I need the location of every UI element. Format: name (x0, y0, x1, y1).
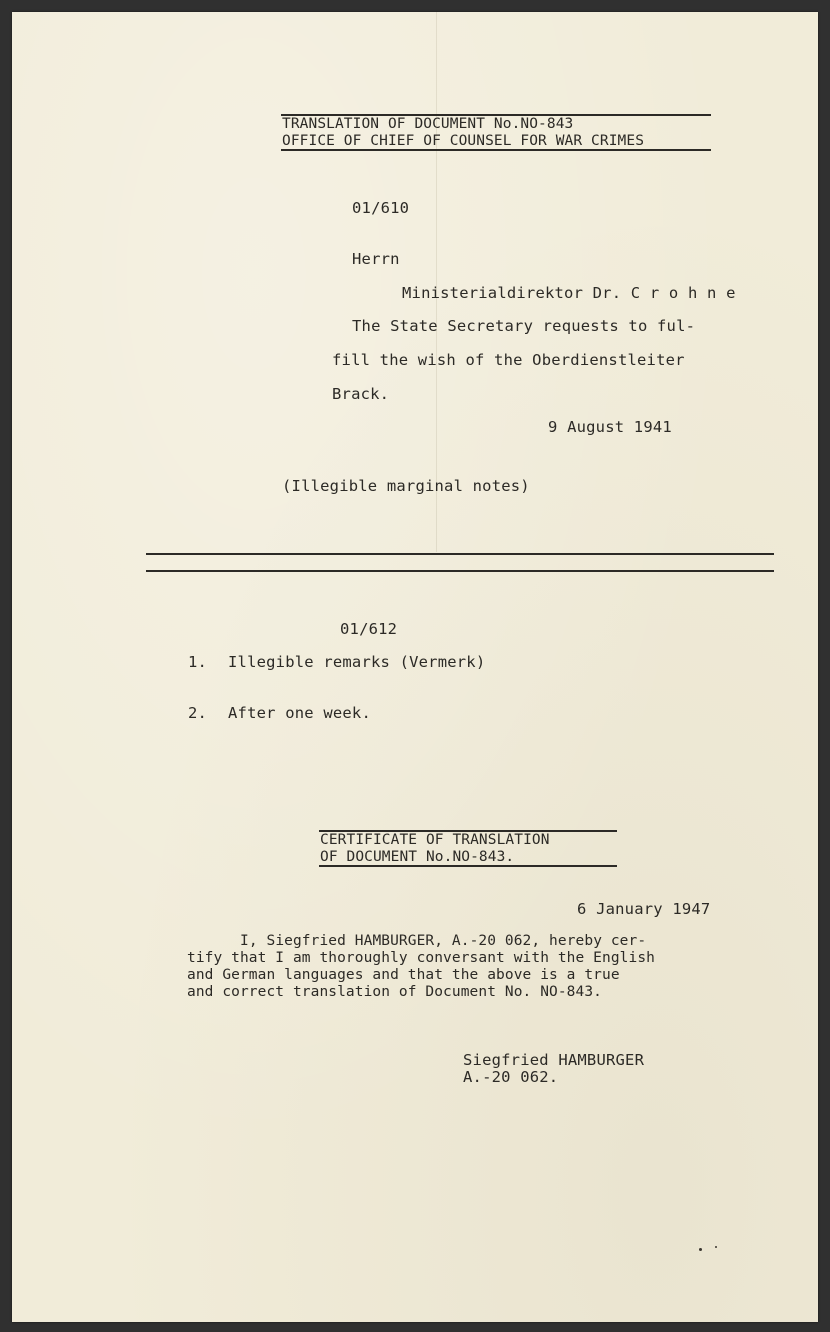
memo1-body-line1: The State Secretary requests to ful- (352, 317, 696, 335)
memo2-reference: 01/612 (340, 620, 398, 638)
separator-rule-bottom (146, 570, 774, 572)
memo1-body-line3: Brack. (332, 385, 390, 403)
ink-speck (699, 1248, 702, 1251)
ink-speck (715, 1246, 717, 1248)
certificate-bottom-rule (319, 865, 617, 867)
certificate-text-line4: and correct translation of Document No. NO-843. (187, 984, 602, 1000)
header-title-line1: TRANSLATION OF DOCUMENT No.NO-843 (282, 116, 574, 132)
header-title-line2: OFFICE OF CHIEF OF COUNSEL FOR WAR CRIMES (282, 133, 645, 149)
certificate-text-line3: and German languages and that the above is a true (187, 967, 620, 983)
memo1-reference: 01/610 (352, 199, 410, 217)
certificate-text-line2: tify that I am thoroughly conversant with the English (187, 950, 655, 966)
certificate-title-line2: OF DOCUMENT No.NO-843. (320, 849, 515, 865)
separator-rule-top (146, 553, 774, 555)
memo2-item1-number: 1. (188, 653, 208, 671)
memo1-salutation: Herrn (352, 250, 400, 268)
signature-name: Siegfried HAMBURGER (463, 1051, 645, 1069)
paper-fold-line (436, 12, 437, 552)
certificate-title-line1: CERTIFICATE OF TRANSLATION (320, 832, 550, 848)
memo1-addressee: Ministerialdirektor Dr. C r o h n e (402, 284, 736, 302)
certificate-text-line1: I, Siegfried HAMBURGER, A.-20 062, hereby cer- (240, 933, 647, 949)
memo1-marginal-note: (Illegible marginal notes) (282, 477, 530, 495)
memo2-item2-number: 2. (188, 704, 208, 722)
memo2-item1-text: Illegible remarks (Vermerk) (228, 653, 486, 671)
header-bottom-rule (281, 149, 711, 151)
memo1-body-line2: fill the wish of the Oberdienstleiter (332, 351, 685, 369)
memo2-item2-text: After one week. (228, 704, 371, 722)
certificate-date: 6 January 1947 (577, 900, 711, 918)
memo1-date: 9 August 1941 (548, 418, 672, 436)
signature-id: A.-20 062. (463, 1068, 559, 1086)
